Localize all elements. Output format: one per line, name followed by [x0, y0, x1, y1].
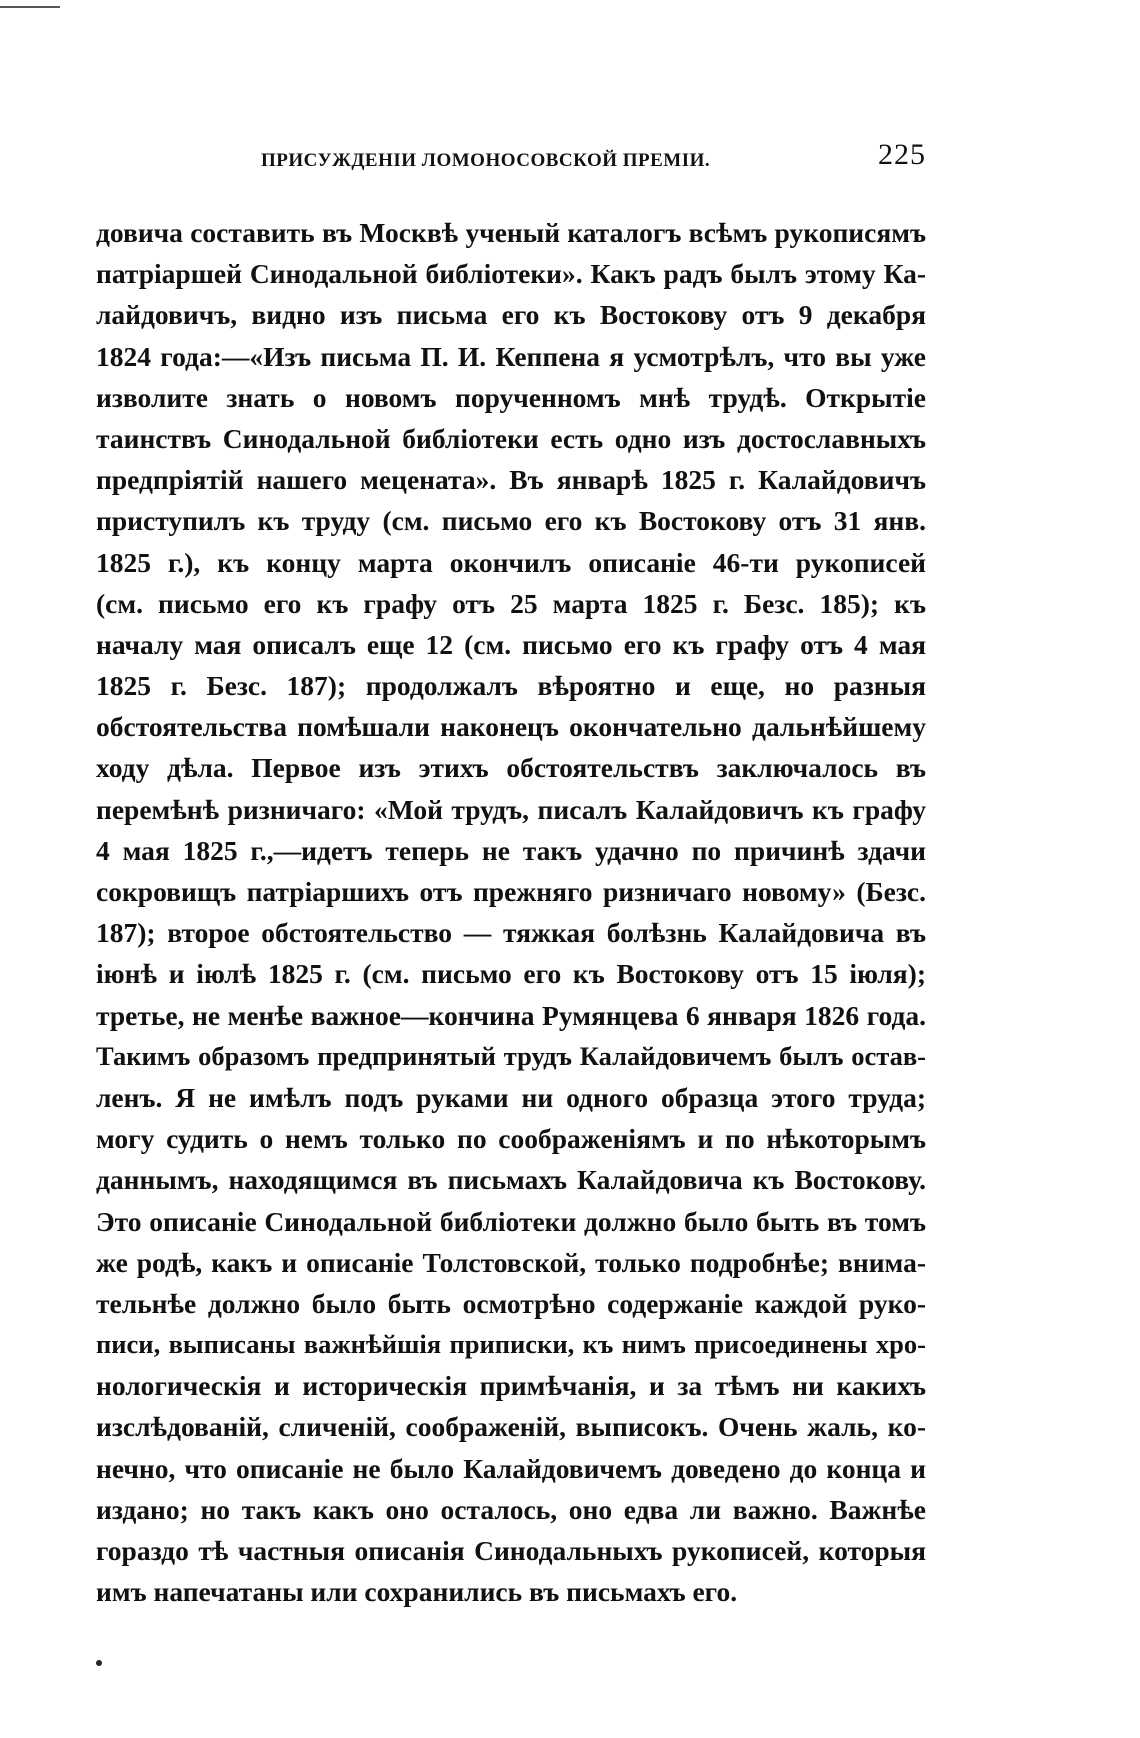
- text-line: ленъ. Я не имѣлъ подъ руками ни одного образца этого труда;: [96, 1081, 926, 1113]
- page-header: [96, 138, 926, 182]
- text-line: нологическія и историческія примѣчанія, и за тѣмъ ни какихъ: [96, 1370, 926, 1402]
- text-line: обстоятельства помѣшали наконецъ окончательно дальнѣйшему: [96, 711, 926, 743]
- text-line: лайдовичъ, видно изъ письма его къ Востокову отъ 9 декабря: [96, 299, 926, 331]
- text-line: тельнѣе должно было быть осмотрѣно содержаніе каждой руко-: [96, 1287, 926, 1319]
- top-edge-rule: [0, 6, 60, 8]
- text-line: патріаршей Синодальной библіотеки». Какъ радъ былъ этому Ка-: [96, 258, 926, 290]
- text-line: писи, выписаны важнѣйшія приписки, къ нимъ присоединены хро-: [96, 1329, 926, 1360]
- text-line: 1825 г.), къ концу марта окончилъ описаніе 46-ти рукописей: [96, 546, 926, 578]
- text-line: изволите знать о новомъ порученномъ мнѣ трудѣ. Открытіе: [96, 381, 926, 413]
- text-line: 1825 г. Безс. 187); продолжалъ вѣроятно и еще, но разныя: [96, 670, 926, 702]
- text-line: 4 мая 1825 г.,—идетъ теперь не такъ удачно по причинѣ здачи: [96, 834, 926, 866]
- text-line: гораздо тѣ частныя описанія Синодальныхъ рукописей, которыя: [96, 1535, 926, 1566]
- running-title: ПРИСУЖДЕНІИ ЛОМОНОСОВСКОЙ ПРЕМІИ.: [261, 150, 711, 171]
- text-line: Такимъ образомъ предпринятый трудъ Калайдовичемъ былъ остав-: [96, 1040, 926, 1071]
- text-line: іюнѣ и іюлѣ 1825 г. (см. письмо его къ Востокову отъ 15 іюля);: [96, 958, 926, 990]
- body-text: [96, 212, 926, 1612]
- text-line: 1824 года:—«Изъ письма П. И. Кеппена я усмотрѣлъ, что вы уже: [96, 340, 926, 372]
- ink-speck: [96, 1660, 102, 1666]
- page-number: 225: [878, 138, 926, 171]
- text-line: Это описаніе Синодальной библіотеки должно было быть въ томъ: [96, 1205, 926, 1237]
- text-line: третье, не менѣе важное—кончина Румянцева 6 января 1826 года.: [96, 999, 926, 1031]
- text-line: же родѣ, какъ и описаніе Толстовской, только подробнѣе; внима-: [96, 1246, 926, 1278]
- text-line: перемѣнѣ ризничаго: «Мой трудъ, писалъ Калайдовичъ къ графу: [96, 793, 926, 825]
- text-line-last: имъ напечатаны или сохранились въ письмахъ его.: [96, 1576, 738, 1608]
- text-line: (см. письмо его къ графу отъ 25 марта 1825 г. Безс. 185); къ: [96, 587, 926, 619]
- text-line: началу мая описалъ еще 12 (см. письмо его къ графу отъ 4 мая: [96, 628, 926, 660]
- text-line: предпріятій нашего мецената». Въ январѣ 1825 г. Калайдовичъ: [96, 464, 926, 496]
- text-line: 187); второе обстоятельство — тяжкая болѣзнь Калайдовича въ: [96, 917, 926, 949]
- text-line: сокровищъ патріаршихъ отъ прежняго ризничаго новому» (Безс.: [96, 876, 926, 907]
- text-line: довича составить въ Москвѣ ученый каталогъ всѣмъ рукописямъ: [96, 217, 926, 248]
- text-line: издано; но такъ какъ оно осталось, оно едва ли важно. Важнѣе: [96, 1493, 926, 1525]
- text-line: таинствъ Синодальной библіотеки есть одно изъ достославныхъ: [96, 422, 926, 454]
- text-line: даннымъ, находящимся въ письмахъ Калайдовича къ Востокову.: [96, 1164, 926, 1196]
- text-line: приступилъ къ труду (см. письмо его къ Востокову отъ 31 янв.: [96, 505, 926, 537]
- text-line: могу судить о немъ только по соображеніямъ и по нѣкоторымъ: [96, 1123, 926, 1155]
- text-line: нечно, что описаніе не было Калайдовичемъ доведено до конца и: [96, 1452, 926, 1484]
- text-line: изслѣдованій, сличеній, соображеній, выписокъ. Очень жаль, ко-: [96, 1411, 926, 1443]
- text-line: ходу дѣла. Первое изъ этихъ обстоятельствъ заключалось въ: [96, 752, 926, 784]
